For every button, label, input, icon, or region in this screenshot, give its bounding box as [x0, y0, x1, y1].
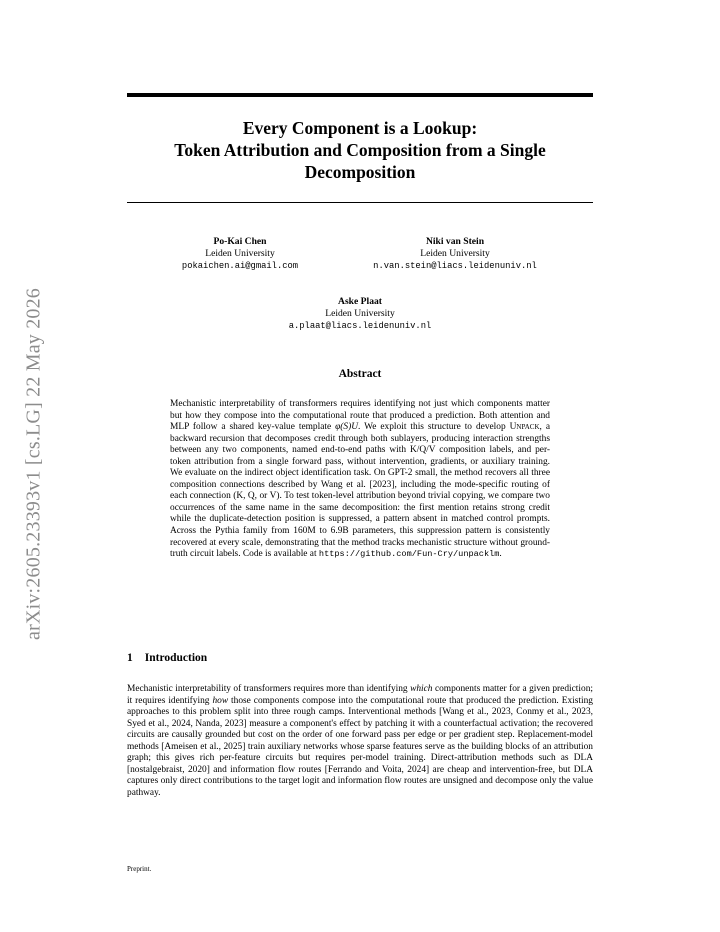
section-number: 1	[127, 652, 133, 664]
author-block-2	[350, 236, 560, 272]
abstract-text-1: Mechanistic interpretability of transformers requires identifying not just which components matter but how they compose into the computational route that produced a prediction. Both attention and MLP follow a shared key-value template	[170, 399, 550, 433]
section-title: Introduction	[144, 652, 208, 664]
author-email: pokaichen.ai@gmail.com	[181, 261, 299, 271]
author-block-3	[255, 296, 465, 332]
title-line-1: Every Component is a Lookup:	[242, 118, 478, 138]
code-link[interactable]: https://github.com/Fun-Cry/unpacklm	[318, 549, 500, 560]
author-name: Niki van Stein	[425, 236, 485, 247]
intro-text-2: components matter for a given prediction; it requires identifying	[127, 684, 593, 706]
intro-text-1: Mechanistic interpretability of transformers requires more than identifying	[127, 684, 411, 694]
abstract-formula: φ(S)U	[335, 422, 359, 433]
paper-title	[127, 117, 593, 183]
title-line-2: Token Attribution and Composition from a Single	[174, 140, 546, 160]
abstract-end: .	[499, 549, 502, 560]
arxiv-identifier: arXiv:2605.23393v1 [cs.LG] 22 May 2026	[22, 288, 45, 640]
title-line-3: Decomposition	[304, 162, 416, 182]
author-email: a.plaat@liacs.leidenuniv.nl	[288, 321, 432, 331]
preprint-footer: Preprint.	[127, 865, 152, 873]
author-name: Po-Kai Chen	[213, 236, 267, 247]
abstract-body	[170, 399, 550, 561]
author-affiliation: Leiden University	[420, 248, 490, 259]
author-block-1	[170, 236, 310, 272]
title-bottom-rule	[127, 202, 593, 203]
title-top-rule	[127, 93, 593, 97]
abstract-heading: Abstract	[338, 368, 382, 380]
intro-emphasis-1: which	[410, 684, 433, 694]
author-email: n.van.stein@liacs.leidenuniv.nl	[373, 261, 537, 271]
intro-emphasis-2: how	[212, 695, 229, 706]
method-name: Unpack	[509, 422, 540, 433]
author-name: Aske Plaat	[338, 296, 382, 307]
abstract-text-3: , a backward recursion that decomposes credit through both sublayers, producing interaction strengths between any two components, named end-to-end paths with K/Q/V composition labels, and per-token attribution from a single forward pass, without intervention, gradients, or auxiliary training. We evaluate on the indirect object identification task. On GPT-2 small, the method recovers all three composition connections described by Wang et al. [2023], including the mode-specific routing of each connection (K, Q, or V). To test token-level attribution beyond trivial copying, we compare two occurrences of the same name in the same decomposition: the first mention retains strong credit while the duplicate-detection position is suppressed, a pattern absent in matched control prompts. Across the Pythia family from 160M to 6.9B parameters, this suppression pattern is consistently recovered at every scale, demonstrating that the method tracks mechanistic structure without ground-truth circuit labels. Code is available at	[170, 422, 550, 560]
abstract-text-2: . We exploit this structure to develop	[358, 422, 510, 433]
author-affiliation: Leiden University	[325, 308, 395, 319]
section-heading	[127, 652, 207, 664]
introduction-paragraph	[127, 684, 593, 799]
intro-text-3: those components compose into the computational route that produced the prediction. Existing approaches to this problem split into three rough camps. Interventional methods [Wang et al., 2023, Conmy et al., 2023, Syed et al., 2024, Nanda, 2023] measure a component's effect by patching it with a counterfactual activation; the recovered circuits are causally grounded but cost on the order of one forward pass per edge or per gradient step. Replacement-model methods [Ameisen et al., 2025] train auxiliary networks whose sparse features serve as the building blocks of an attribution graph; this gives rich per-feature circuits but requires per-model training. Direct-attribution methods such as DLA [nostalgebraist, 2020] and information flow routes [Ferrando and Voita, 2024] are cheap and intervention-free, but DLA captures only direct contributions to the target logit and information flow routes are unsigned and decompose only the value pathway.	[127, 695, 593, 798]
author-affiliation: Leiden University	[205, 248, 275, 259]
